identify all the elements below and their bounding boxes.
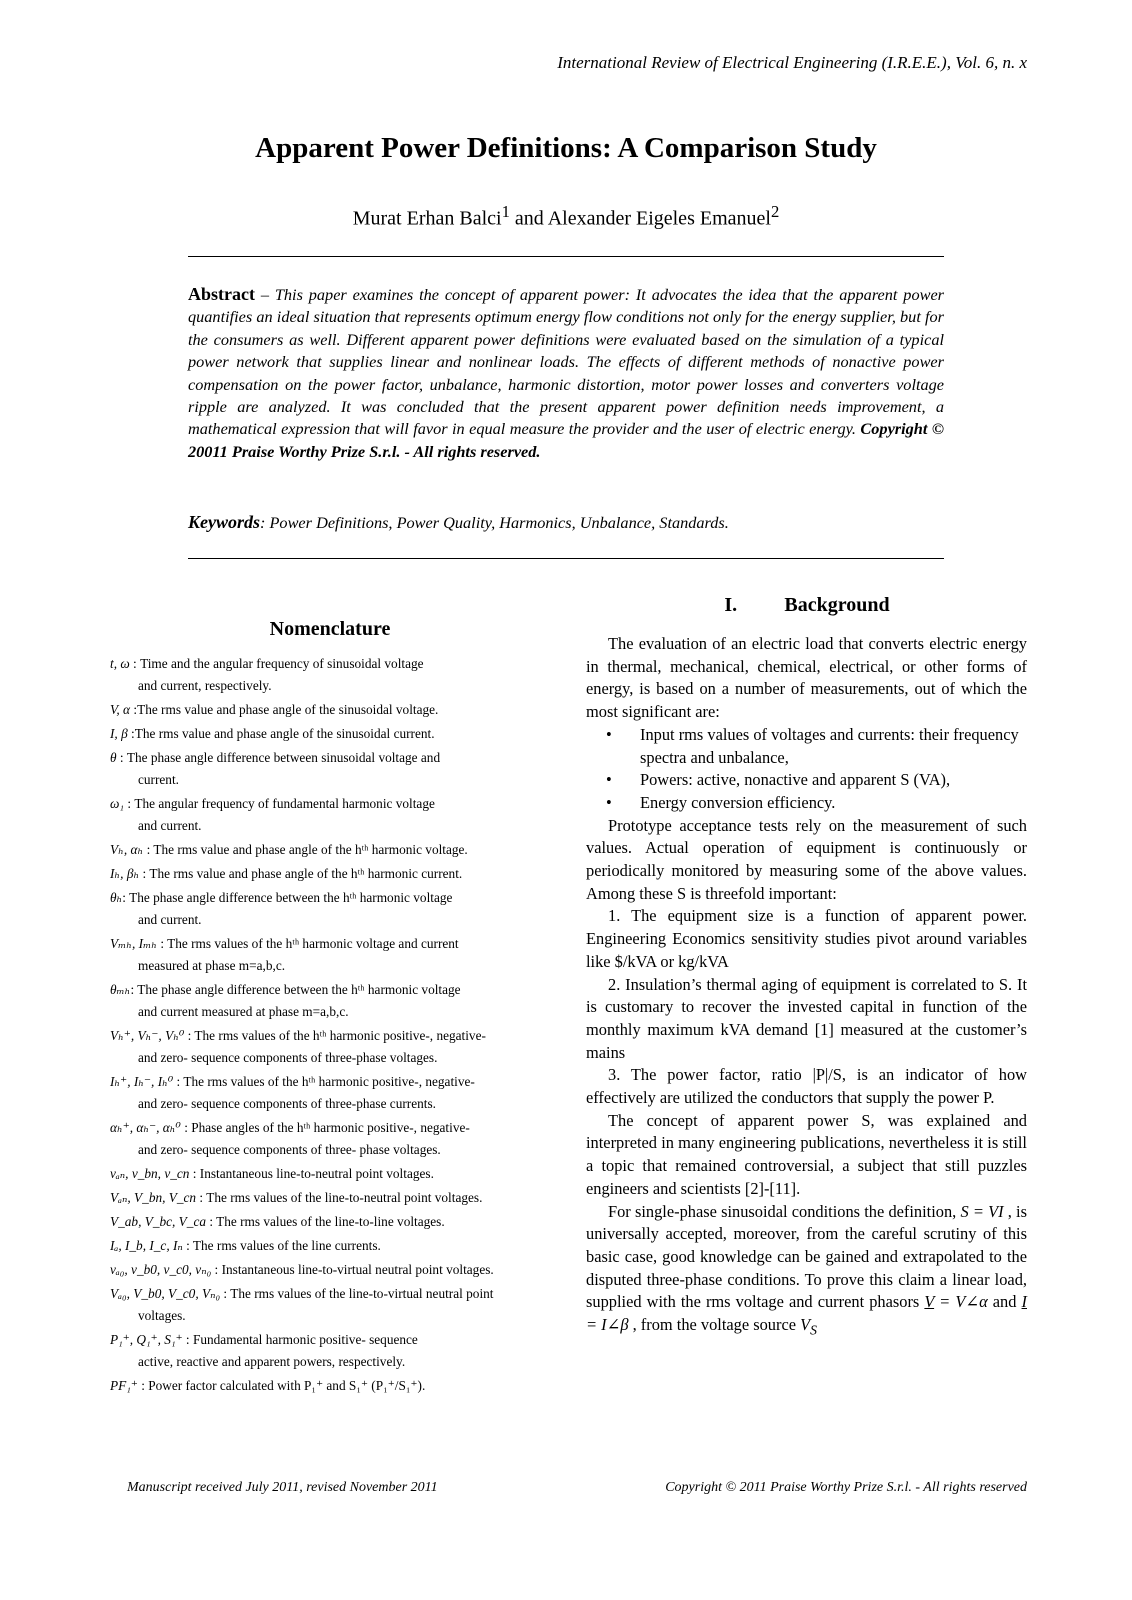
bullet-icon: • [606, 770, 612, 790]
nomenclature-definition-continued: and zero- sequence components of three- phase voltages. [138, 1142, 441, 1157]
nomenclature-entry [110, 866, 550, 881]
nomenclature-symbol: V, α [110, 702, 131, 717]
list-item: • Input rms values of voltages and currents: their frequency spectra and unbalance, [606, 724, 1019, 767]
abstract-body: This paper examines the concept of apparent power: It advocates the idea that the apparent power quantifies an ideal situation that represents optimum energy flow conditions not only for the energy supplier, but for the consumers as well. Different apparent power definitions were evaluated based on the simulation of a typical power network that supplies linear and nonlinear loads. The effects of different methods of nonactive power compensation on the power factor, unbalance, harmonic distortion, motor power losses and converters voltage ripple are analyzed. It was concluded that the present apparent power definition needs improvement, a mathematical expression that will favor in equal measure the provider and the user of electric energy. [188, 285, 945, 439]
paragraph: 3. The power factor, ratio |P|/S, is an indicator of how effectively are utilized the conductors that supply the power P. [586, 1065, 1027, 1108]
nomenclature-symbol: θₘₕ [110, 982, 131, 997]
nomenclature-definition-continued: and zero- sequence components of three-phase currents. [138, 1096, 436, 1111]
nomenclature-definition: : The rms values of the hᵗʰ harmonic voltage and current [157, 936, 459, 951]
authors-line [0, 202, 1132, 231]
nomenclature-definition-continued: current. [138, 772, 179, 787]
top-divider [188, 256, 944, 257]
nomenclature-symbol: vₐₙ, v_bn, v_cn [110, 1166, 190, 1181]
nomenclature-entry [110, 750, 550, 787]
paragraph: 1. The equipment size is a function of apparent power. Engineering Economics sensitivity studies pivot around variables like $/kVA or kg/kVA [586, 906, 1027, 971]
keywords [188, 512, 944, 533]
nomenclature-symbol: Vₐₙ, V_bn, V_cn [110, 1190, 197, 1205]
nomenclature-definition-continued: measured at phase m=a,b,c. [138, 958, 286, 973]
background-section [586, 633, 1027, 1342]
nomenclature-definition-continued: and current. [138, 912, 202, 927]
section-number: I. [724, 594, 738, 616]
nomenclature-definition: : Time and the angular frequency of sinusoidal voltage [129, 656, 424, 671]
journal-header: International Review of Electrical Engineering (I.R.E.E.), Vol. 6, n. x [557, 53, 1027, 72]
abstract-dash: – [254, 285, 275, 304]
nomenclature-definition: : The rms values of the line-to-virtual neutral point [220, 1286, 494, 1301]
nomenclature-definition: : Instantaneous line-to-neutral point voltages. [189, 1166, 434, 1181]
nomenclature-entry [110, 1120, 550, 1157]
list-item: • Energy conversion efficiency. [586, 792, 1027, 815]
abstract-copyright: Copyright © 20011 Praise Worthy Prize S.r.l. - All rights reserved. [188, 419, 944, 461]
nomenclature-definition: :The rms value and phase angle of the sinusoidal current. [127, 726, 435, 741]
formula-apparent-power: S = VI [960, 1201, 1004, 1221]
author-1: Murat Erhan Balci [352, 207, 502, 230]
nomenclature-symbol: PF₁⁺ [110, 1378, 138, 1393]
nomenclature-symbol: I, β [110, 726, 128, 741]
nomenclature-definition-continued: and current measured at phase m=a,b,c. [138, 1004, 349, 1019]
nomenclature-entry [110, 726, 550, 741]
nomenclature-symbol: Vₕ⁺, Vₕ⁻, Vₕ⁰ [110, 1028, 185, 1043]
nomenclature-heading: Nomenclature [269, 618, 391, 640]
nomenclature-symbol: αₕ⁺, αₕ⁻, αₕ⁰ [110, 1120, 181, 1135]
paper-title: Apparent Power Definitions: A Comparison Study [255, 132, 877, 164]
nomenclature-entry [110, 1074, 550, 1111]
footer-manuscript-info: Manuscript received July 2011, revised November 2011 [127, 1480, 438, 1495]
nomenclature-entry [110, 936, 550, 973]
keywords-label: Keywords [188, 512, 260, 532]
nomenclature-symbol: Iₕ, βₕ [110, 866, 140, 881]
bottom-divider [188, 558, 944, 559]
affiliation-mark-1: 1 [501, 202, 510, 221]
nomenclature-list [110, 656, 550, 1402]
nomenclature-definition-continued: and zero- sequence components of three-phase voltages. [138, 1050, 438, 1065]
nomenclature-entry [110, 890, 550, 927]
nomenclature-symbol: P₁⁺, Q₁⁺, S₁⁺ [110, 1332, 183, 1347]
voltage-source-subscript: S [810, 1322, 817, 1338]
phasor-v: V [924, 1292, 935, 1312]
author-2: Alexander Eigeles Emanuel [547, 207, 771, 230]
formula-voltage-phasor: = V∠α [934, 1292, 988, 1312]
phasor-i: I [1021, 1292, 1027, 1312]
nomenclature-definition: :The rms value and phase angle of the sinusoidal voltage. [130, 702, 439, 717]
nomenclature-entry [110, 1332, 550, 1369]
nomenclature-definition: : The rms values of the line-to-neutral point voltages. [196, 1190, 483, 1205]
nomenclature-definition: : Phase angles of the hᵗʰ harmonic positive-, negative- [180, 1120, 470, 1135]
nomenclature-entry [110, 1262, 550, 1277]
nomenclature-entry [110, 982, 550, 1019]
nomenclature-entry [110, 656, 550, 693]
nomenclature-symbol: Iₕ⁺, Iₕ⁻, Iₕ⁰ [110, 1074, 174, 1089]
nomenclature-symbol: θₕ [110, 890, 123, 905]
nomenclature-definition: : The phase angle difference between sinusoidal voltage and [116, 750, 441, 765]
section-title: Background [784, 594, 890, 616]
bullet-icon: • [606, 724, 612, 744]
nomenclature-definition: : The phase angle difference between the hᵗʰ harmonic voltage [130, 982, 461, 997]
nomenclature-entry [110, 1286, 550, 1323]
bullet-icon: • [606, 792, 612, 812]
nomenclature-symbol: Vₐ₀, V_b0, V_c0, Vₙ₀ [110, 1286, 221, 1301]
paragraph: The concept of apparent power S, was explained and interpreted in many engineering publications, nevertheless it is still a topic that remained controversial, a subject that still puzzles engineers and scientists [2]-[11]. [586, 1110, 1027, 1198]
nomenclature-definition: : The rms values of the hᵗʰ harmonic positive-, negative- [184, 1028, 486, 1043]
nomenclature-symbol: V_ab, V_bc, V_ca [110, 1214, 207, 1229]
nomenclature-symbol: ω₁ [110, 796, 125, 811]
nomenclature-entry [110, 1214, 550, 1229]
nomenclature-entry [110, 1166, 550, 1181]
nomenclature-definition: : The rms value and phase angle of the hᵗʰ harmonic voltage. [143, 842, 468, 857]
nomenclature-definition: : Power factor calculated with P₁⁺ and S₁⁺ (P₁⁺/S₁⁺). [137, 1378, 426, 1393]
paragraph: 2. Insulation’s thermal aging of equipment is correlated to S. It is customary to recover the invested capital in function of the monthly maximum kVA demand [1] measured at the customer’s mains [586, 974, 1027, 1062]
nomenclature-symbol: Vₕ, αₕ [110, 842, 144, 857]
nomenclature-definition: : The angular frequency of fundamental harmonic voltage [124, 796, 435, 811]
list-item: • Powers: active, nonactive and apparent S (VA), [586, 769, 1027, 792]
nomenclature-entry [110, 842, 550, 857]
nomenclature-definition: : The rms values of the hᵗʰ harmonic positive-, negative- [173, 1074, 475, 1089]
nomenclature-entry [110, 1378, 550, 1393]
nomenclature-definition-continued: active, reactive and apparent powers, respectively. [138, 1354, 406, 1369]
abstract [188, 283, 944, 463]
affiliation-mark-2: 2 [770, 202, 780, 221]
voltage-source-symbol: V [800, 1315, 811, 1335]
nomenclature-definition: : Fundamental harmonic positive- sequence [182, 1332, 418, 1347]
nomenclature-definition: : The rms value and phase angle of the hᵗʰ harmonic current. [139, 866, 463, 881]
nomenclature-definition: : The rms values of the line-to-line voltages. [206, 1214, 445, 1229]
nomenclature-definition: : The rms values of the line currents. [182, 1238, 381, 1253]
abstract-label: Abstract [188, 284, 255, 304]
nomenclature-entry [110, 1238, 550, 1253]
nomenclature-entry [110, 1190, 550, 1205]
nomenclature-definition-continued: and current. [138, 818, 202, 833]
paragraph: The evaluation of an electric load that converts electric energy in thermal, mechanical, chemical, electrical, or other forms of energy, is based on a number of measurements, out of which the most significant are: [586, 634, 1027, 722]
nomenclature-definition-continued: voltages. [138, 1308, 186, 1323]
nomenclature-definition: : The phase angle difference between the hᵗʰ harmonic voltage [122, 890, 453, 905]
nomenclature-symbol: t, ω [110, 656, 130, 671]
paragraph: Prototype acceptance tests rely on the measurement of such values. Actual operation of equipment is continuously or periodically monitored by measuring some of the above values. Among these S is threefold important: [586, 815, 1027, 903]
nomenclature-definition: : Instantaneous line-to-virtual neutral point voltages. [211, 1262, 494, 1277]
authors-conjunction: and [509, 207, 548, 230]
nomenclature-symbol: θ [110, 750, 117, 765]
nomenclature-symbol: Vₘₕ, Iₘₕ [110, 936, 158, 951]
nomenclature-entry [110, 1028, 550, 1065]
section-heading [587, 594, 1027, 617]
nomenclature-entry [110, 702, 550, 717]
paragraph-with-formulas: For single-phase sinusoidal conditions the definition, S = VI , is universally accepted, moreover, from the careful scrutiny of this basic case, good knowledge can be gained and extrapolated to the disputed three-phase conditions. To prove this claim a linear load, supplied with the rms voltage and current phasors V = V∠α and I = I∠β , from the voltage source $V_S$ [586, 1201, 1027, 1338]
footer-copyright: Copyright © 2011 Praise Worthy Prize S.r.l. - All rights reserved [665, 1480, 1027, 1495]
measurement-list [586, 724, 1027, 815]
nomenclature-symbol: vₐ₀, v_b0, v_c0, vₙ₀ [110, 1262, 212, 1277]
nomenclature-symbol: Iₐ, I_b, I_c, Iₙ [110, 1238, 183, 1253]
keywords-text: : Power Definitions, Power Quality, Harmonics, Unbalance, Standards. [260, 513, 729, 532]
nomenclature-definition-continued: and current, respectively. [138, 678, 272, 693]
nomenclature-entry [110, 796, 550, 833]
formula-current-phasor: = I∠β [586, 1315, 629, 1335]
